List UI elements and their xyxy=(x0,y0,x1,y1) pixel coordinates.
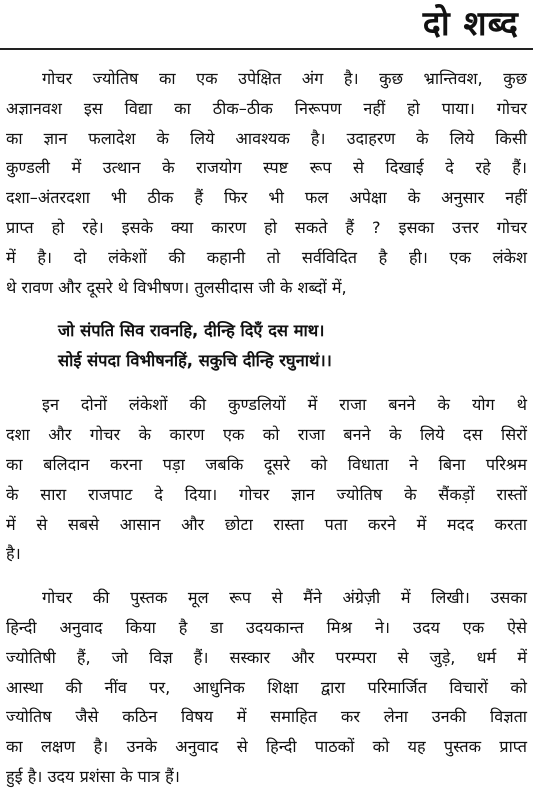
text-line: दशा और गोचर के कारण एक को राजा बनने के लिये दस सिरों xyxy=(6,425,527,445)
text-line: के सारा राजपाट दे दिया। गोचर ज्ञान ज्योतिष के सैंकड़ों रास्तों xyxy=(6,484,527,504)
text-line: थे रावण और दूसरे थे विभीषण। तुलसीदास जी के शब्दों में, xyxy=(6,277,347,297)
text-line: हुई है। उदय प्रशंसा के पात्र हैं। xyxy=(6,766,180,786)
verse-line: जो संपति सिव रावनहि, दीन्हि दिएँ दस माथ। xyxy=(58,321,325,341)
text-line: प्राप्त हो रहे। इसके क्या कारण हो सकते हैं ? इसका उत्तर गोचर xyxy=(6,217,527,237)
paragraph-2 xyxy=(6,390,527,569)
text-line: कुण्डली में उत्थान के राजयोग स्पष्ट रूप से दिखाई दे रहे हैं। xyxy=(6,158,527,178)
text-line: दशा–अंतरदशा भी ठीक हैं फिर भी फल अपेक्षा के अनुसार नहीं xyxy=(6,188,527,208)
text-line: आस्था की नींव पर, आधुनिक शिक्षा द्वारा परिमार्जित विचारों को xyxy=(6,677,527,697)
text-line: हिन्दी अनुवाद किया है डा उदयकान्त मिश्र ने। उदय एक ऐसे xyxy=(6,617,527,637)
quoted-verse xyxy=(6,316,527,376)
text-line: अज्ञानवश इस विद्या का ठीक–ठीक निरूपण नहीं हो पाया। गोचर xyxy=(6,98,527,118)
text-line: है। xyxy=(6,544,21,564)
paragraph-1 xyxy=(6,64,527,302)
text-line: ज्योतिषी हैं, जो विज्ञ हैं। सस्कार और परम्परा से जुड़े, धर्म में xyxy=(6,647,527,667)
text-line: का ज्ञान फलादेश के लिये आवश्यक है। उदाहरण के लिये किसी xyxy=(6,128,527,148)
text-line: में है। दो लंकेशों की कहानी तो सर्वविदित है ही। एक लंकेश xyxy=(6,247,527,267)
text-line: इन दोनों लंकेशों की कुण्डलियों में राजा बनने के योग थे xyxy=(42,395,527,415)
text-line: गोचर ज्योतिष का एक उपेक्षित अंग है। कुछ भ्रान्तिवश, कुछ xyxy=(42,69,527,88)
text-line: का बलिदान करना पड़ा जबकि दूसरे को विधाता ने बिना परिश्रम xyxy=(6,454,527,474)
title-rule xyxy=(0,48,533,50)
page-body xyxy=(6,64,527,792)
text-line: गोचर की पुस्तक मूल रूप से मैंने अंग्रेज़ी में लिखी। उसका xyxy=(42,588,527,608)
page-title: दो शब्द xyxy=(422,4,519,44)
text-line: में से सबसे आसान और छोटा रास्ता पता करने में मदद करता xyxy=(6,514,527,534)
text-line: का लक्षण है। उनके अनुवाद से हिन्दी पाठकों को यह पुस्तक प्राप्त xyxy=(6,737,527,757)
paragraph-3 xyxy=(6,583,527,792)
verse-line: सोई संपदा विभीषनहिं, सकुचि दीन्हि रघुनाथं।। xyxy=(58,351,332,371)
text-line: ज्योतिष जैसे कठिन विषय में समाहित कर लेना उनकी विज्ञता xyxy=(6,707,527,727)
